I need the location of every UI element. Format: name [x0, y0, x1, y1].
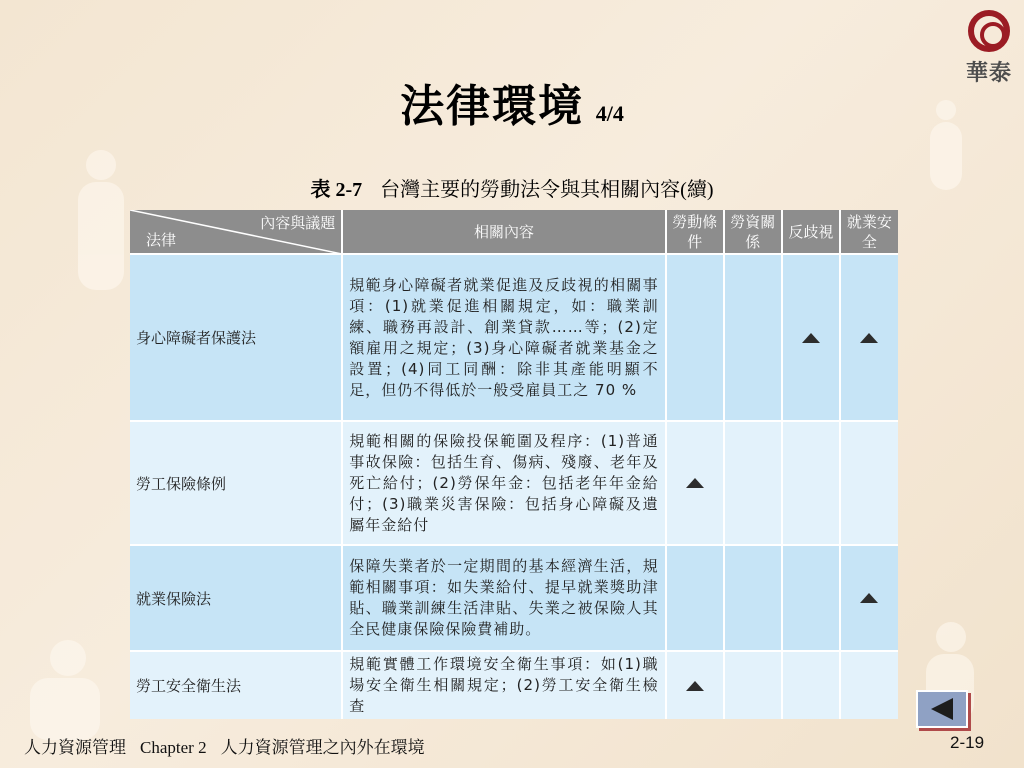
law-content: 規範實體工作環境安全衛生事項：如(1)職場安全衛生相關規定；(2)勞工安全衛生檢查: [342, 651, 665, 719]
law-name: 身心障礙者保護法: [130, 254, 342, 421]
header-law: 法律: [146, 231, 177, 249]
logo-ring-icon: [968, 10, 1010, 52]
mark-cell: [782, 651, 840, 719]
mark-cell: [782, 421, 840, 545]
law-content: 規範相關的保險投保範圍及程序：(1)普通事故保險：包括生育、傷病、殘廢、老年及死亡給付；(2)勞保年金：包括老年年金給付；(3)職業災害保險：包括身心障礙及遺屬年金給付: [342, 421, 665, 545]
mark-cell: [666, 421, 724, 545]
mark-cell: [666, 545, 724, 651]
mark-cell: [724, 651, 782, 719]
header-col-2: 勞資關係: [724, 210, 782, 254]
table-row: [130, 651, 898, 719]
table-row: [130, 421, 898, 545]
header-diagonal-cell: [130, 210, 342, 254]
mark-cell: [840, 545, 898, 651]
triangle-mark-icon: [860, 593, 878, 603]
table-caption-text: 台灣主要的勞動法令與其相關內容(續): [380, 179, 714, 201]
mark-cell: [724, 545, 782, 651]
slide-title: [0, 70, 1024, 134]
table-caption-number: 表 2-7: [310, 179, 363, 201]
table-row: [130, 545, 898, 651]
background-figure-left: [72, 150, 132, 290]
triangle-mark-icon: [802, 333, 820, 343]
labor-law-table: [130, 210, 898, 719]
mark-cell: [782, 545, 840, 651]
triangle-mark-icon: [686, 478, 704, 488]
page-number: 2-19: [950, 733, 985, 752]
mark-cell: [840, 651, 898, 719]
footer-course: 人力資源管理: [24, 738, 126, 757]
footer: [24, 733, 439, 758]
law-content: 規範身心障礙者就業促進及反歧視的相關事項：(1)就業促進相關規定，如：職業訓練、職務再設計、創業貸款……等；(2)定額雇用之規定；(3)身心障礙者就業基金之設置；(4)同工同酬：除非其產能明顯不足，但仍不得低於一般受雇員工之 70 %: [342, 254, 665, 421]
slide-title-page: 4/4: [595, 101, 624, 126]
header-col-1: 勞動條件: [666, 210, 724, 254]
back-button[interactable]: [916, 690, 968, 728]
logo-text: 華泰: [965, 60, 1012, 86]
mark-cell: [782, 254, 840, 421]
mark-cell: [666, 254, 724, 421]
table-caption: [0, 173, 1024, 202]
footer-chapter-title: 人力資源管理之內外在環境: [220, 738, 425, 757]
mark-cell: [724, 254, 782, 421]
back-arrow-icon: [931, 698, 953, 720]
triangle-mark-icon: [686, 681, 704, 691]
footer-chapter: Chapter 2: [140, 738, 207, 757]
header-col-4: 就業安全: [840, 210, 898, 254]
header-topic: 內容與議題: [260, 214, 336, 232]
triangle-mark-icon: [860, 333, 878, 343]
law-name: 勞工安全衛生法: [130, 651, 342, 719]
law-name: 勞工保險條例: [130, 421, 342, 545]
table-header-row: [130, 210, 898, 254]
table-row: [130, 254, 898, 421]
mark-cell: [840, 421, 898, 545]
law-content: 保障失業者於一定期間的基本經濟生活，規範相關事項：如失業給付、提早就業獎助津貼、職業訓練生活津貼、失業之被保險人其全民健康保險保險費補助。: [342, 545, 665, 651]
law-name: 就業保險法: [130, 545, 342, 651]
header-col-3: 反歧視: [782, 210, 840, 254]
background-figure-bottom-left: [20, 640, 110, 740]
slide-title-main: 法律環境: [400, 81, 585, 132]
mark-cell: [840, 254, 898, 421]
mark-cell: [724, 421, 782, 545]
header-content: 相關內容: [342, 210, 665, 254]
mark-cell: [666, 651, 724, 719]
